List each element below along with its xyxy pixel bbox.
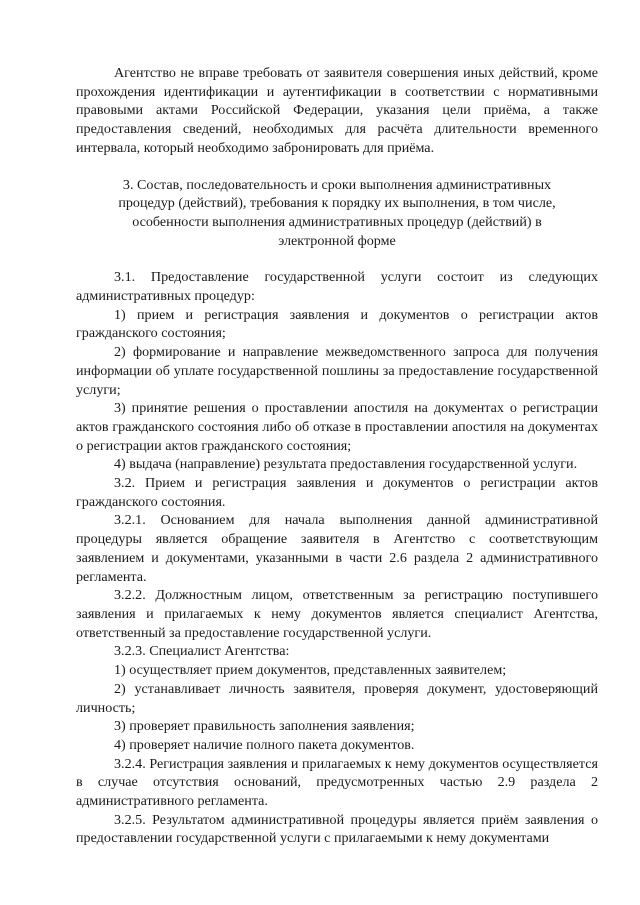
- section-heading-line: особенности выполнения административных процедур (действий) в: [132, 213, 542, 230]
- sub-item-1: 1) осуществляет прием документов, представленных заявителем;: [114, 662, 507, 679]
- paragraph-3-2-3: 3.2.3. Специалист Агентства:: [114, 643, 290, 660]
- paragraph-3-2: 3.2. Прием и регистрация заявления и документов о регистрации актов гражданского состояния.: [76, 475, 598, 510]
- paragraph-3-2-4: 3.2.4. Регистрация заявления и прилагаемых к нему документов осуществляется в случае отсутствия оснований, предусмотренных частью 2.9 раздела 2 административного регламента.: [76, 755, 598, 810]
- paragraph-3-2-5: 3.2.5. Результатом административной процедуры является приём заявления о предоставлении государственной услуги с прилагаемыми к нему документами: [76, 811, 598, 847]
- paragraph-3-1: 3.1. Предоставление государственной услуги состоит из следующих административных процедур:: [76, 269, 598, 305]
- section-heading: [76, 176, 598, 251]
- section-heading-line: электронной форме: [278, 232, 396, 249]
- list-item-1: 1) прием и регистрация заявления и документов о регистрации актов гражданского состояния;: [76, 306, 598, 342]
- paragraph-3-2-2: 3.2.2. Должностным лицом, ответственным за регистрацию поступившего заявления и прилагаемых к нему документов является специалист Агентства, ответственный за предоставление государственной услуги.: [76, 587, 598, 641]
- paragraph-3-2-1: 3.2.1. Основанием для начала выполнения данной административной процедуры является обращение заявителя в Агентство с соответствующим заявлением и документами, указанными в части 2.6 раздела 2 административного регламента.: [76, 512, 598, 585]
- section-heading-line: процедур (действий), требования к порядку их выполнения, в том числе,: [118, 195, 556, 212]
- sub-item-3: 3) проверяет правильность заполнения заявления;: [114, 718, 415, 735]
- intro-paragraph: Агентство не вправе требовать от заявителя совершения иных действий, кроме прохождения идентификации и аутентификации в соответствии с нормативными правовыми актами Российской Федерации, указания цели приёма, а также предоставления сведений, необходимых для расчёта длительности временного интервала, который необходимо забронировать для приёма.: [76, 65, 598, 156]
- sub-item-4: 4) проверяет наличие полного пакета документов.: [114, 736, 415, 753]
- section-heading-line: 3. Состав, последовательность и сроки выполнения административных: [122, 176, 552, 193]
- document-page: [76, 64, 598, 848]
- list-item-2: 2) формирование и направление межведомственного запроса для получения информации об уплате государственной пошлины за предоставление государственной услуги;: [76, 344, 598, 398]
- sub-item-2: 2) устанавливает личность заявителя, проверяя документ, удостоверяющий личность;: [76, 680, 598, 716]
- list-item-4: 4) выдача (направление) результата предоставления государственной услуги.: [114, 456, 578, 473]
- list-item-3: 3) принятие решения о проставлении апостиля на документах о регистрации актов гражданского состояния либо об отказе в проставлении апостиля на документах о регистрации актов гражданского состояния;: [76, 400, 598, 454]
